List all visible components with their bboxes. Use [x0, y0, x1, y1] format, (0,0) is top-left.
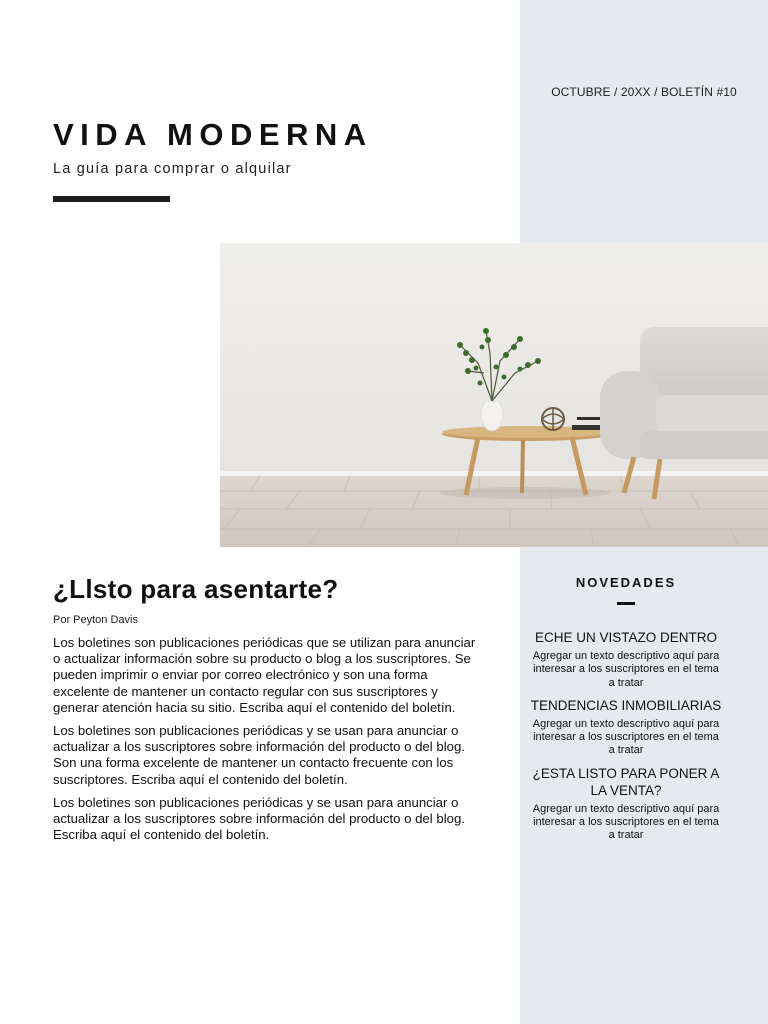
newsletter-title: VIDA MODERNA	[53, 117, 373, 152]
title-divider	[53, 196, 170, 202]
article-paragraph: Los boletines son publicaciones periódicas que se utilizan para anunciar o actualizar información sobre su producto o blog a los suscriptores. Se pueden imprimir o enviar por correo electrónico y son una forma excelente de mantener un contacto regular con sus suscriptores y generar atención hacia su sitio. Escriba aquí el contenido del boletín.	[53, 635, 476, 715]
news-item-heading: TENDENCIAS INMOBILIARIAS	[530, 697, 722, 713]
article-paragraph: Los boletines son publicaciones periódicas y se usan para anunciar o actualizar a los suscriptores sobre información del producto o del blog. Son una forma excelente de mantener un contacto frecuente con los suscriptores. Escriba aquí el contenido del boletín.	[53, 723, 465, 787]
article-paragraph: Los boletines son publicaciones periódicas y se usan para anunciar o actualizar a los suscriptores sobre información del producto o del blog. Escriba aquí el contenido del boletín.	[53, 794, 465, 843]
news-item	[530, 697, 722, 758]
news-item-description: Agregar un texto descriptivo aquí para interesar a los suscriptores en el tema a tratar	[532, 650, 720, 689]
news-list	[530, 629, 722, 850]
living-room-illustration	[220, 243, 768, 547]
floor	[220, 476, 768, 547]
article-body	[53, 635, 485, 850]
news-divider	[617, 602, 635, 605]
newsletter-tagline: La guía para comprar o alquilar	[53, 161, 292, 177]
news-section-title: NOVEDADES	[575, 575, 677, 590]
hero-image	[220, 243, 768, 547]
news-item	[530, 629, 722, 690]
news-item-description: Agregar un texto descriptivo aquí para interesar a los suscriptores en el tema a tratar	[532, 802, 720, 842]
news-item	[530, 765, 722, 843]
news-item-heading: ¿ESTA LISTO PARA PONER A LA VENTA?	[532, 765, 720, 798]
article-headline: ¿Llsto para asentarte?	[53, 574, 339, 604]
article-byline: Por Peyton Davis	[53, 614, 138, 626]
news-item-heading: ECHE UN VISTAZO DENTRO	[534, 630, 717, 645]
issue-info: OCTUBRE / 20XX / BOLETÍN #10	[551, 85, 737, 99]
news-item-description: Agregar un texto descriptivo aquí para interesar a los suscriptores en el tema a tratar	[532, 717, 720, 757]
baseboard	[220, 471, 768, 476]
